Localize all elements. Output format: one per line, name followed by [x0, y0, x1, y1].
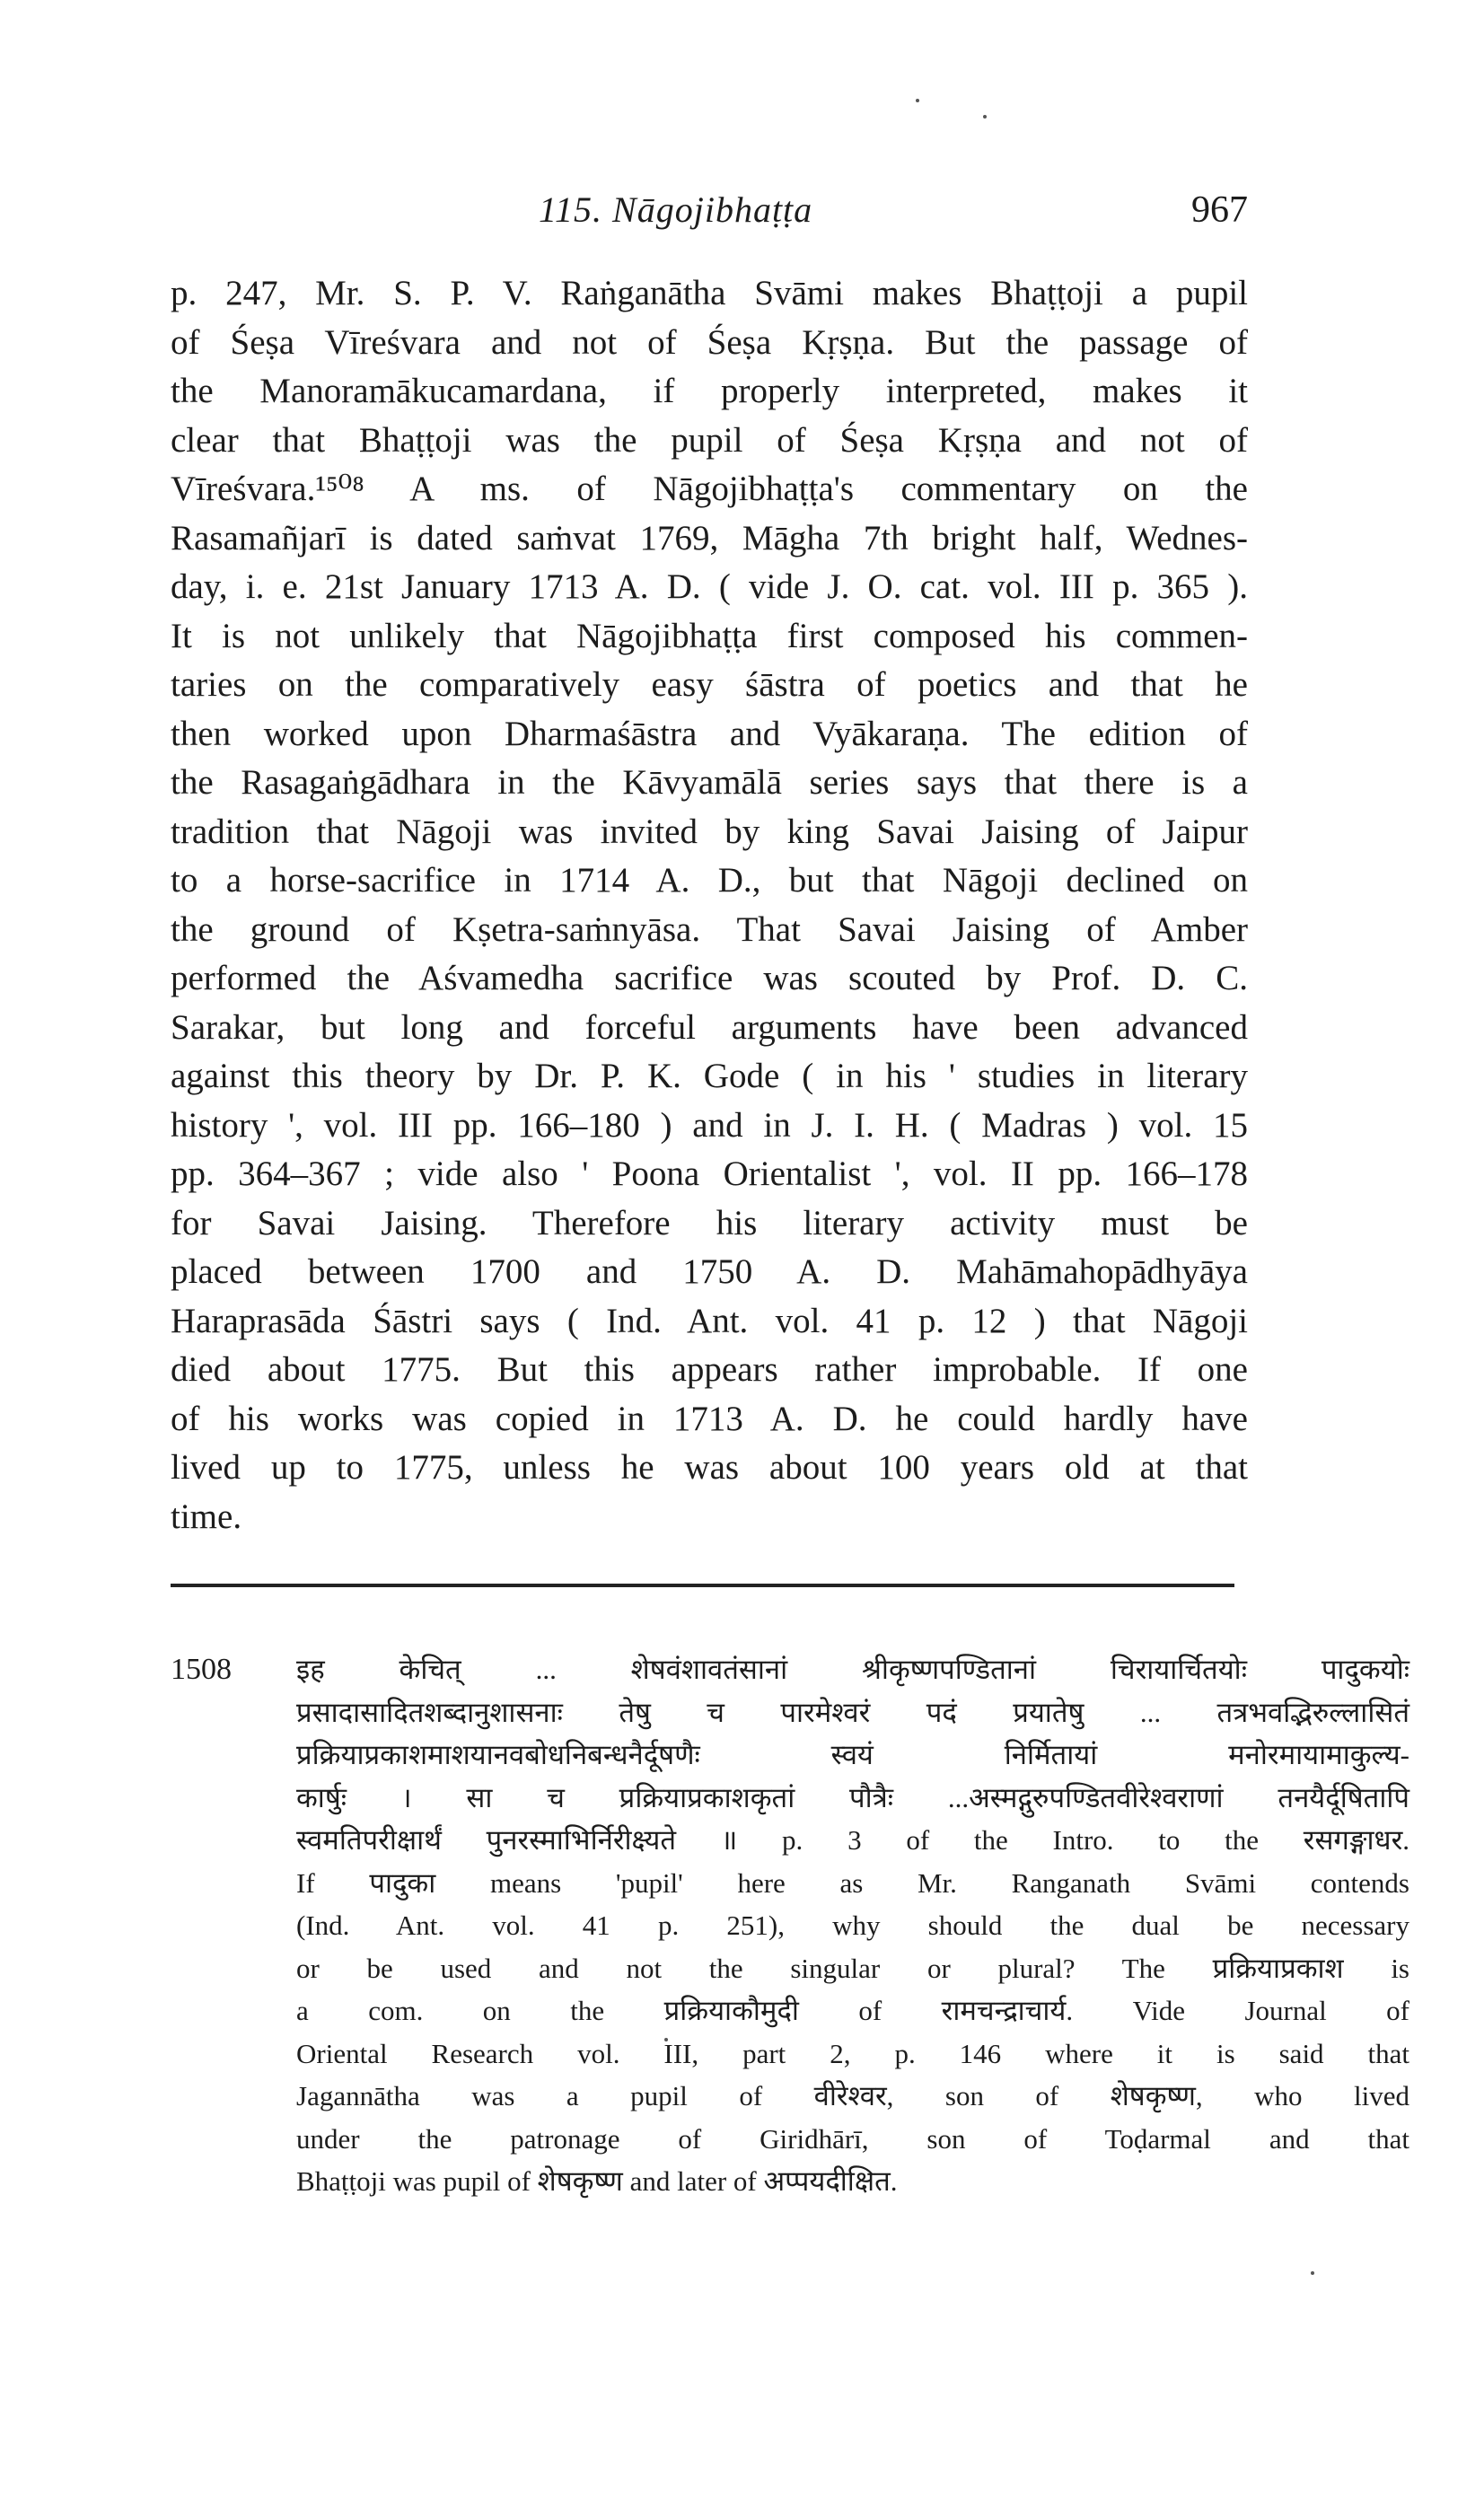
text-line: Haraprasāda Śāstri says ( Ind. Ant. vol. 41 p. 12 ) that Nāgoji: [171, 1301, 1248, 1340]
text-line: history ', vol. III pp. 166–180 ) and in J. I. H. ( Madras ) vol. 15: [171, 1105, 1248, 1145]
footnote-line: कार्षुः । सा च प्रक्रियाप्रकाशकृतां पौत्रैः ...अस्मद्गुरुपण्डितवीरेश्वराणां तनयैर्दूषितापि: [296, 1781, 1409, 1813]
text-line: pp. 364–367 ; vide also ' Poona Orientalist ', vol. II pp. 166–178: [171, 1154, 1248, 1193]
text-line: of his works was copied in 1713 A. D. he could hardly have: [171, 1399, 1248, 1438]
footnote-line: a com. on the प्रक्रियाकौमुदी of रामचन्द्राचार्य. Vide Journal of: [296, 1995, 1409, 2026]
text-line: Vīreśvara.¹⁵⁰⁸ A ms. of Nāgojibhaṭṭa's commentary on the: [171, 470, 1248, 508]
text-line: Rasamañjarī is dated saṁvat 1769, Māgha 7th bright half, Wednes-: [171, 518, 1248, 557]
text-line: the ground of Kṣetra-saṁnyāsa. That Savai Jaising of Amber: [171, 909, 1248, 949]
footnote-line: Bhaṭṭoji was pupil of शेषकृष्ण and later of अप्पयदीक्षित.: [296, 2165, 898, 2197]
page-header: [171, 189, 1248, 242]
text-line: the Manoramākucamardana, if properly interpreted, makes it: [171, 372, 1248, 410]
text-line: the Rasagaṅgādhara in the Kāvyamālā series says that there is a: [171, 763, 1248, 802]
scan-speck: [983, 115, 987, 119]
footnote-line: Jagannātha was a pupil of वीरेश्वर, son of शेषकृष्ण, who lived: [296, 2080, 1409, 2111]
scan-speck: [916, 99, 919, 102]
body-text: [171, 269, 1248, 1541]
footnote-line: इह केचित् ... शेषवंशावतंसानां श्रीकृष्णपण्डितानां चिरायार्चितयोः पादुकयोः: [296, 1654, 1409, 1685]
text-line: p. 247, Mr. S. P. V. Raṅganātha Svāmi makes Bhaṭṭoji a pupil: [171, 274, 1248, 312]
footnote-divider: [171, 1584, 1234, 1587]
text-line: then worked upon Dharmaśāstra and Vyākaraṇa. The edition of: [171, 714, 1248, 753]
text-line: against this theory by Dr. P. K. Gode ( in his ' studies in literary: [171, 1057, 1248, 1095]
footnote-text: [296, 1648, 1409, 2203]
text-line: to a horse-sacrifice in 1714 A. D., but that Nāgoji declined on: [171, 861, 1248, 900]
footnote-line: प्रसादासादितशब्दानुशासनाः तेषु च पारमेश्वरं पदं प्रयातेषु ... तत्रभवद्भिरुल्लासितं: [296, 1696, 1409, 1728]
footnote-line: under the patronage of Giridhārī, son of Toḍarmal and that: [296, 2122, 1409, 2155]
footnote-line: प्रक्रियाप्रकाशमाशयानवबोधनिबन्धनैर्दूषणैः स्वयं निर्मितायां मनोरमायामाकुल्य-: [296, 1739, 1409, 1770]
footnote-line: स्वमतिपरीक्षार्थं पुनरस्माभिर्निरीक्ष्यते ॥ p. 3 of the Intro. to the रसगङ्गाधर.: [296, 1824, 1409, 1856]
text-line: taries on the comparatively easy śāstra of poetics and that he: [171, 665, 1248, 704]
text-line: clear that Bhaṭṭoji was the pupil of Śeṣa Kṛṣṇa and not of: [171, 420, 1248, 460]
text-line: day, i. e. 21st January 1713 A. D. ( vide J. O. cat. vol. III p. 365 ).: [171, 567, 1248, 606]
text-line: placed between 1700 and 1750 A. D. Mahāmahopādhyāya: [171, 1252, 1248, 1291]
footnote-line: or be used and not the singular or plural? The प्रक्रियाप्रकाश is: [296, 1952, 1409, 1984]
scan-speck: [1311, 2271, 1314, 2275]
footnote-line: (Ind. Ant. vol. 41 p. 251), why should the dual be necessary: [296, 1909, 1409, 1941]
running-title: 115. Nāgojibhaṭṭa: [539, 189, 813, 230]
text-line: It is not unlikely that Nāgojibhaṭṭa first composed his commen-: [171, 616, 1248, 655]
text-line: died about 1775. But this appears rather improbable. If one: [171, 1350, 1248, 1389]
text-line: lived up to 1775, unless he was about 100 years old at that: [171, 1448, 1248, 1487]
text-line: of Śeṣa Vīreśvara and not of Śeṣa Kṛṣṇa. But the passage of: [171, 322, 1248, 362]
text-line: Sarakar, but long and forceful arguments have been advanced: [171, 1007, 1248, 1047]
page-number: 967: [1191, 189, 1248, 231]
text-line: for Savai Jaising. Therefore his literary activity must be: [171, 1203, 1248, 1242]
footnote-line: Oriental Research vol. III, part 2, p. 146 where it is said that: [296, 2037, 1409, 2069]
footnote-number: 1508: [171, 1653, 232, 1686]
footnote-line: If पादुका means 'pupil' here as Mr. Ranganath Svāmi contends: [296, 1866, 1409, 1899]
text-line: time.: [171, 1497, 242, 1536]
text-line: performed the Aśvamedha sacrifice was scouted by Prof. D. C.: [171, 959, 1248, 997]
text-line: tradition that Nāgoji was invited by king Savai Jaising of Jaipur: [171, 812, 1248, 851]
